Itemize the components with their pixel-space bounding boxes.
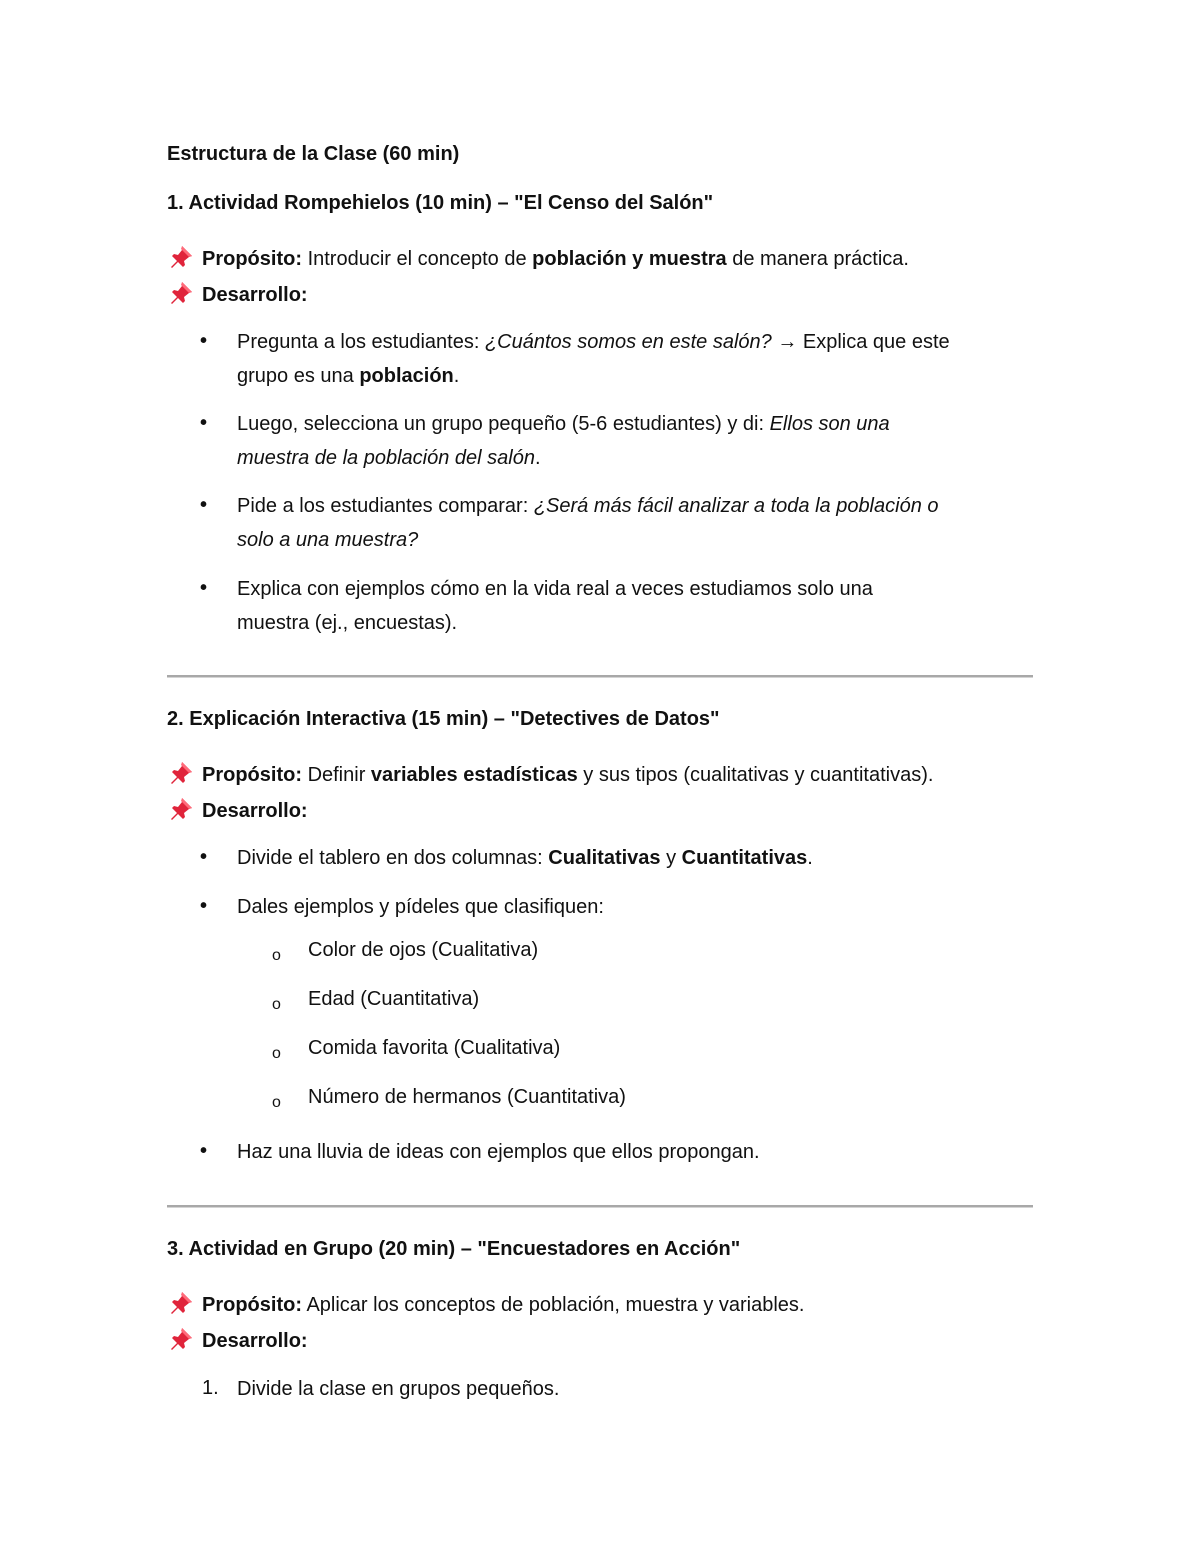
list-item-text: grupo es una: [237, 365, 360, 387]
bullet-glyph: •: [200, 1140, 208, 1162]
pushpin-icon: [168, 244, 194, 270]
list-item-text: .: [534, 447, 541, 469]
bullet-glyph: •: [200, 494, 208, 516]
sub-list-item: Color de ojos (Cualitativa): [308, 939, 539, 961]
bullet-glyph: •: [200, 577, 208, 599]
bullet-glyph: •: [200, 412, 208, 434]
list-item-text: Explica con ejemplos cómo en la vida real a veces estudiamos solo una: [237, 578, 873, 600]
sub-bullet-glyph: o: [272, 996, 281, 1013]
section-2-heading: 2. Explicación Interactiva (15 min) – "Detectives de Datos": [167, 708, 720, 730]
list-item-italic: ¿Cuántos somos en este salón?: [484, 331, 772, 353]
list-item-text: y: [660, 847, 682, 869]
proposito-bold: variables estadísticas: [370, 764, 578, 786]
list-item-text: .: [453, 365, 460, 387]
list-item-bold: Cualitativas: [548, 847, 661, 869]
list-item-text: Pregunta a los estudiantes:: [237, 331, 485, 353]
document-title: Estructura de la Clase (60 min): [167, 143, 460, 165]
sub-bullet-glyph: o: [272, 1045, 281, 1062]
pushpin-icon: [168, 280, 194, 306]
section-2-desarrollo: [168, 796, 308, 823]
section-1-heading: 1. Actividad Rompehielos (10 min) – "El Censo del Salón": [167, 192, 714, 214]
proposito-text: Definir: [307, 764, 371, 786]
section-divider: [167, 675, 1033, 678]
bullet-glyph: •: [200, 330, 208, 352]
list-item-text: → Explica que este: [771, 331, 950, 353]
pushpin-icon: [168, 760, 194, 786]
list-item-bold: población: [359, 365, 454, 387]
section-1-proposito: [168, 244, 909, 271]
section-3-desarrollo: [168, 1326, 308, 1353]
list-item-text: Luego, selecciona un grupo pequeño (5-6 estudiantes) y di:: [237, 413, 770, 435]
section-divider: [167, 1205, 1033, 1208]
list-item: [237, 325, 950, 393]
bullet-glyph: •: [200, 895, 208, 917]
pushpin-icon: [168, 796, 194, 822]
list-item: [237, 572, 873, 640]
proposito-text: Introducir el concepto de: [307, 248, 533, 270]
sub-bullet-glyph: o: [272, 1094, 281, 1111]
list-item-italic: ¿Será más fácil analizar a toda la población o: [533, 495, 939, 517]
list-item-text: Divide el tablero en dos columnas:: [237, 847, 549, 869]
proposito-label: Propósito:: [202, 248, 302, 270]
section-3-proposito: [168, 1290, 805, 1317]
list-item-italic: Ellos son una: [769, 413, 890, 435]
list-item-text: Dales ejemplos y pídeles que clasifiquen:: [237, 896, 604, 918]
sub-bullet-glyph: o: [272, 947, 281, 964]
numbered-list-item: Divide la clase en grupos pequeños.: [237, 1378, 560, 1400]
proposito-label: Propósito:: [202, 764, 302, 786]
proposito-bold: población y muestra: [532, 248, 727, 270]
sub-list-item: Edad (Cuantitativa): [308, 988, 480, 1010]
section-2-proposito: [168, 760, 933, 787]
list-item-text: muestra (ej., encuestas).: [237, 612, 458, 634]
list-item: [237, 841, 813, 875]
sub-list-item: Número de hermanos (Cuantitativa): [308, 1086, 626, 1108]
list-item: [237, 890, 604, 924]
desarrollo-label: Desarrollo:: [202, 800, 308, 822]
list-number: 1.: [202, 1377, 219, 1399]
bullet-glyph: •: [200, 846, 208, 868]
proposito-label: Propósito:: [202, 1294, 302, 1316]
list-item: [237, 1135, 760, 1169]
list-item-text: Pide a los estudiantes comparar:: [237, 495, 534, 517]
desarrollo-label: Desarrollo:: [202, 1330, 308, 1352]
desarrollo-label: Desarrollo:: [202, 284, 308, 306]
section-3-heading: 3. Actividad en Grupo (20 min) – "Encuestadores en Acción": [167, 1238, 741, 1260]
list-item-italic: muestra de la población del salón: [237, 447, 535, 469]
pushpin-icon: [168, 1290, 194, 1316]
list-item: [237, 489, 939, 557]
proposito-text: Aplicar los conceptos de población, muestra y variables.: [306, 1294, 805, 1316]
list-item-text: Haz una lluvia de ideas con ejemplos que ellos propongan.: [237, 1141, 760, 1163]
list-item-bold: Cuantitativas: [681, 847, 808, 869]
sub-list-item: Comida favorita (Cualitativa): [308, 1037, 561, 1059]
proposito-text: y sus tipos (cualitativas y cuantitativas).: [577, 764, 934, 786]
list-item: [237, 407, 890, 475]
pushpin-icon: [168, 1326, 194, 1352]
proposito-text: de manera práctica.: [726, 248, 909, 270]
list-item-text: .: [807, 847, 813, 869]
list-item-italic: solo a una muestra?: [237, 529, 419, 551]
section-1-desarrollo: [168, 280, 308, 307]
